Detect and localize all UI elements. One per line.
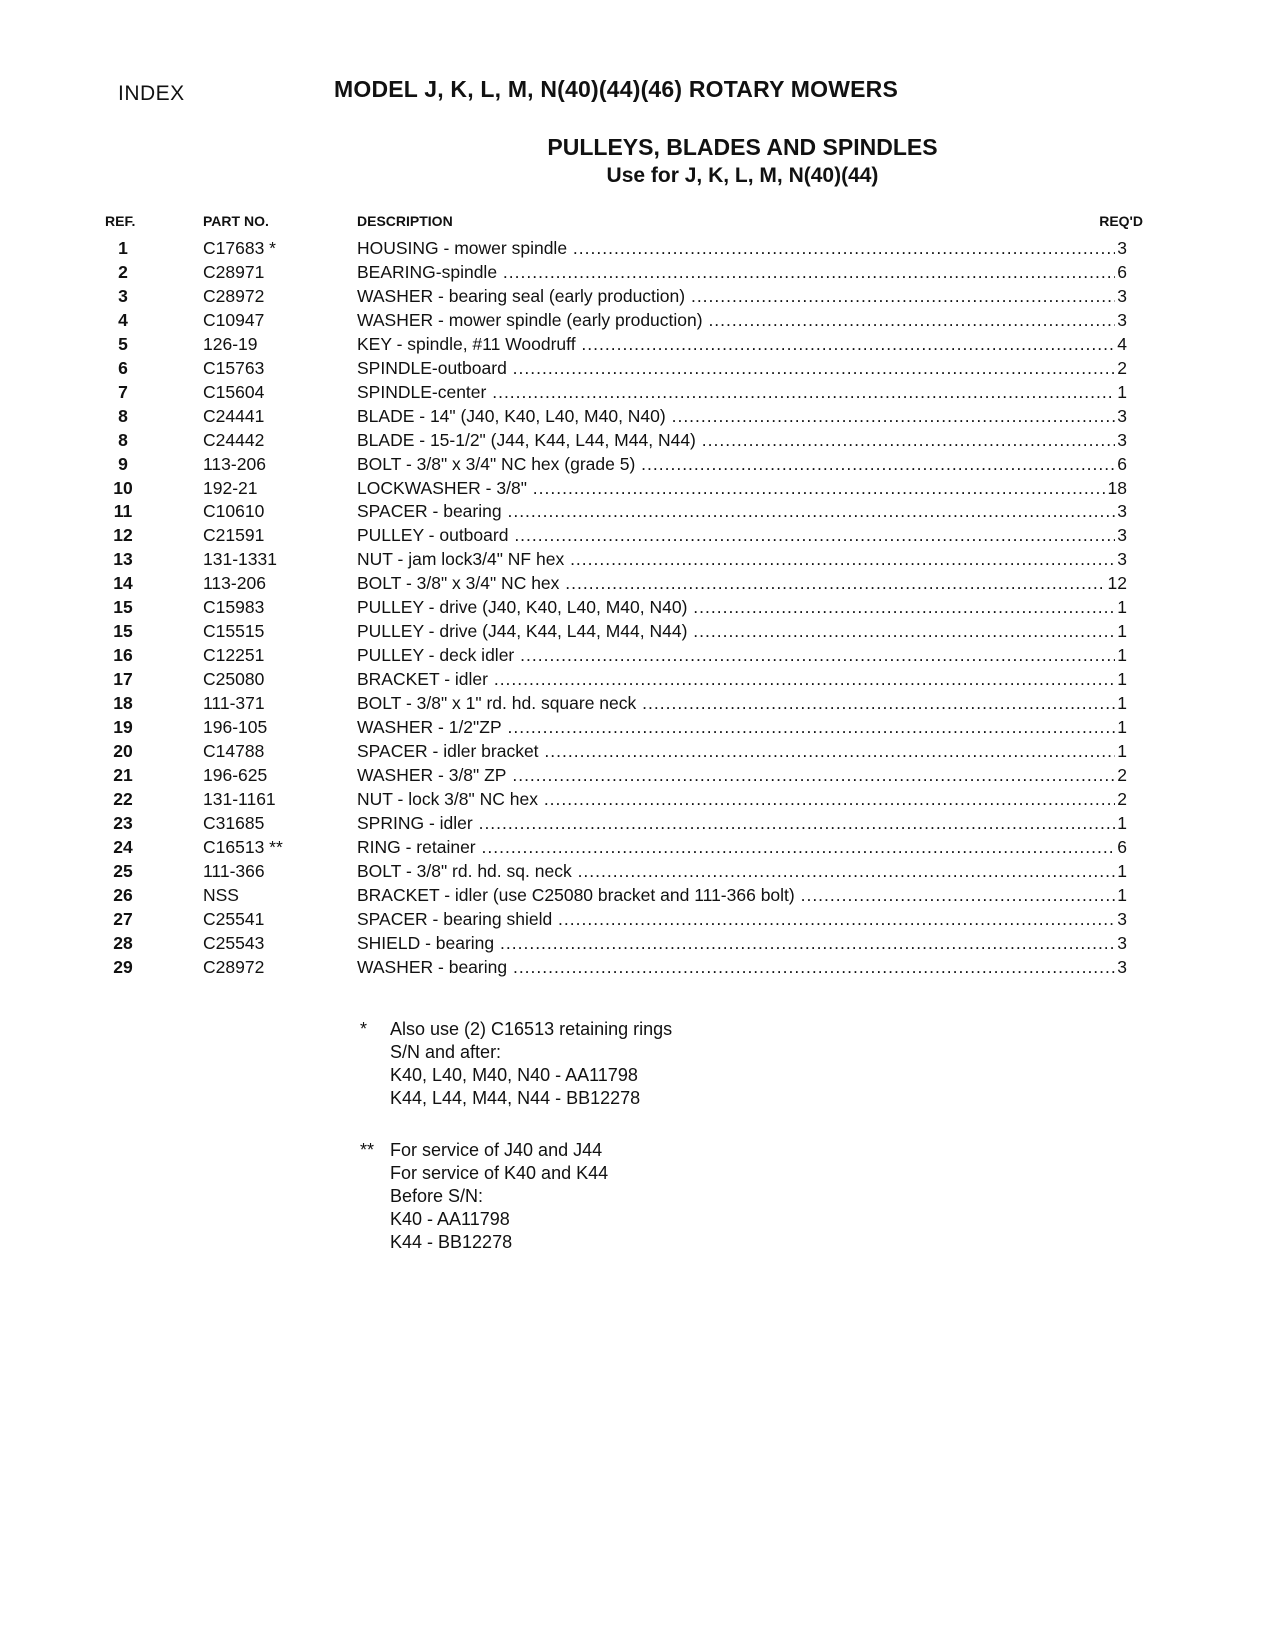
part-no-cell: 192-21 — [203, 477, 258, 498]
table-row — [0, 715, 1280, 739]
description-cell: PULLEY - outboard ..... — [357, 523, 1122, 547]
ref-cell: 14 — [113, 573, 133, 594]
reqd-cell: 3 — [1117, 956, 1127, 977]
part-no-cell: C28972 — [203, 956, 265, 977]
part-no-cell: 126-19 — [203, 333, 258, 354]
description-cell: BEARING-spindle ..... — [357, 260, 1122, 284]
description-cell: SPACER - bearing shield ..... — [357, 907, 1122, 931]
table-row — [0, 452, 1280, 476]
note-line: Also use (2) C16513 retaining rings — [390, 1019, 673, 1039]
description-cell: BOLT - 3/8" x 3/4" NC hex (grade 5) ..... — [357, 452, 1122, 476]
part-no-cell: C21591 — [203, 525, 265, 546]
ref-cell: 15 — [113, 621, 133, 642]
reqd-cell: 3 — [1117, 429, 1127, 450]
part-no-cell: C15515 — [203, 621, 265, 642]
note-line: S/N and after: — [390, 1042, 502, 1062]
part-no-cell: C25543 — [203, 932, 265, 953]
table-row — [0, 595, 1280, 619]
column-header-part-no: PART NO. — [203, 213, 269, 229]
reqd-cell: 6 — [1117, 453, 1127, 474]
part-no-cell: NSS — [203, 884, 239, 905]
ref-cell: 3 — [118, 285, 128, 306]
note-line: For service of K40 and K44 — [390, 1163, 609, 1183]
part-no-cell: C17683 * — [203, 238, 276, 258]
reqd-cell: 1 — [1117, 669, 1127, 690]
description-cell: WASHER - bearing ..... — [357, 955, 1122, 979]
table-row — [0, 284, 1280, 308]
table-row — [0, 667, 1280, 691]
part-no-cell: C15983 — [203, 597, 265, 618]
table-row — [0, 571, 1280, 595]
reqd-cell: 3 — [1117, 285, 1127, 306]
part-no-cell: 196-105 — [203, 717, 268, 737]
table-row — [0, 955, 1280, 979]
note-line: For service of J40 and J44 — [390, 1140, 603, 1160]
part-no-cell: C24441 — [203, 405, 265, 426]
description-cell: PULLEY - drive (J44, K44, L44, M44, N44) ..... — [357, 619, 1122, 643]
description-cell: BOLT - 3/8" x 1" rd. hd. square neck ..... — [357, 691, 1122, 715]
table-row — [0, 739, 1280, 763]
reqd-cell: 18 — [1107, 477, 1127, 498]
description-cell: PULLEY - drive (J40, K40, L40, M40, N40) ..... — [357, 595, 1122, 619]
ref-cell: 27 — [113, 908, 133, 929]
ref-cell: 11 — [113, 501, 133, 522]
table-row — [0, 811, 1280, 835]
part-no-cell: C24442 — [203, 429, 265, 450]
table-row — [0, 883, 1280, 907]
ref-cell: 23 — [113, 812, 133, 833]
reqd-cell: 3 — [1117, 309, 1127, 330]
section-subtitle: Use for J, K, L, M, N(40)(44) — [606, 164, 879, 187]
table-row — [0, 356, 1280, 380]
note-line: K40, L40, M40, N40 - AA11798 — [390, 1065, 638, 1085]
reqd-cell: 3 — [1117, 549, 1127, 570]
ref-cell: 18 — [113, 693, 133, 714]
reqd-cell: 3 — [1117, 238, 1127, 258]
part-no-cell: 131-1161 — [203, 788, 276, 809]
note-mark: * — [360, 1019, 368, 1039]
description-cell: HOUSING - mower spindle ..... — [357, 236, 1122, 260]
column-header-ref: REF. — [105, 213, 136, 229]
part-no-cell: 196-625 — [203, 764, 268, 785]
description-cell: BRACKET - idler (use C25080 bracket and 111-366 bolt) ..... — [357, 883, 1122, 907]
part-no-cell: 113-206 — [203, 453, 266, 474]
table-row — [0, 499, 1280, 523]
reqd-cell: 6 — [1117, 836, 1127, 857]
ref-cell: 7 — [118, 381, 128, 402]
table-row — [0, 404, 1280, 428]
table-row — [0, 380, 1280, 404]
reqd-cell: 1 — [1117, 884, 1127, 905]
reqd-cell: 2 — [1117, 788, 1127, 809]
ref-cell: 24 — [113, 836, 133, 857]
table-row — [0, 236, 1280, 260]
parts-table-header — [0, 213, 1280, 237]
part-no-cell: C10947 — [203, 309, 265, 330]
part-no-cell: C14788 — [203, 740, 265, 761]
reqd-cell: 3 — [1117, 525, 1127, 546]
column-header-reqd: REQ'D — [1099, 213, 1143, 229]
description-cell: SPRING - idler ..... — [357, 811, 1122, 835]
description-cell: SPACER - idler bracket ..... — [357, 739, 1122, 763]
reqd-cell: 1 — [1117, 860, 1127, 881]
description-cell: WASHER - bearing seal (early production) ..... — [357, 284, 1122, 308]
reqd-cell: 2 — [1117, 357, 1127, 378]
reqd-cell: 3 — [1117, 501, 1127, 522]
part-no-cell: C12251 — [203, 645, 265, 666]
note-line: K44 - BB12278 — [390, 1232, 513, 1252]
reqd-cell: 1 — [1117, 693, 1127, 714]
ref-cell: 13 — [113, 549, 133, 570]
table-row — [0, 308, 1280, 332]
part-no-cell: C15763 — [203, 357, 265, 378]
table-row — [0, 859, 1280, 883]
ref-cell: 22 — [113, 788, 133, 809]
ref-cell: 12 — [113, 525, 133, 546]
ref-cell: 21 — [113, 764, 133, 785]
table-row — [0, 523, 1280, 547]
part-no-cell: C15604 — [203, 381, 265, 402]
ref-cell: 8 — [118, 405, 128, 426]
part-no-cell: 131-1331 — [203, 549, 277, 570]
description-cell: KEY - spindle, #11 Woodruff ..... — [357, 332, 1122, 356]
description-cell: LOCKWASHER - 3/8" ..... — [357, 476, 1122, 500]
reqd-cell: 1 — [1117, 597, 1127, 618]
description-cell: PULLEY - deck idler ..... — [357, 643, 1122, 667]
part-no-cell: 113-206 — [203, 573, 266, 594]
ref-cell: 25 — [113, 860, 133, 881]
ref-cell: 8 — [118, 429, 128, 450]
description-cell: SPINDLE-center ..... — [357, 380, 1122, 404]
part-no-cell: C16513 ** — [203, 836, 283, 857]
description-cell: BOLT - 3/8" x 3/4" NC hex ..... — [357, 571, 1122, 595]
description-cell: SPINDLE-outboard ..... — [357, 356, 1122, 380]
table-row — [0, 332, 1280, 356]
ref-cell: 29 — [113, 956, 133, 977]
description-cell: WASHER - 1/2"ZP ..... — [357, 715, 1122, 739]
column-header-description: DESCRIPTION — [357, 213, 453, 229]
reqd-cell: 3 — [1117, 932, 1127, 953]
ref-cell: 2 — [118, 261, 128, 282]
reqd-cell: 4 — [1117, 333, 1127, 354]
description-cell: SHIELD - bearing ..... — [357, 931, 1122, 955]
ref-cell: 20 — [113, 740, 133, 761]
table-row — [0, 643, 1280, 667]
description-cell: BOLT - 3/8" rd. hd. sq. neck ..... — [357, 859, 1122, 883]
table-row — [0, 835, 1280, 859]
ref-cell: 6 — [118, 357, 128, 378]
ref-cell: 16 — [113, 645, 133, 666]
model-title: MODEL J, K, L, M, N(40)(44)(46) ROTARY MOWERS — [334, 76, 899, 102]
table-row — [0, 787, 1280, 811]
description-cell: SPACER - bearing ..... — [357, 499, 1122, 523]
table-row — [0, 260, 1280, 284]
reqd-cell: 3 — [1117, 405, 1127, 426]
table-row — [0, 763, 1280, 787]
description-cell: WASHER - mower spindle (early production) ..... — [357, 308, 1122, 332]
part-no-cell: 111-371 — [203, 693, 265, 714]
description-cell: WASHER - 3/8" ZP ..... — [357, 763, 1122, 787]
description-cell: BLADE - 15-1/2" (J44, K44, L44, M44, N44) ..... — [357, 428, 1122, 452]
reqd-cell: 2 — [1117, 764, 1127, 785]
reqd-cell: 1 — [1117, 812, 1127, 833]
note-mark: ** — [360, 1140, 375, 1160]
reqd-cell: 12 — [1107, 573, 1127, 594]
ref-cell: 1 — [118, 238, 128, 258]
description-cell: NUT - lock 3/8" NC hex ..... — [357, 787, 1122, 811]
reqd-cell: 1 — [1117, 740, 1127, 761]
reqd-cell: 1 — [1117, 381, 1127, 402]
ref-cell: 19 — [113, 717, 133, 737]
description-cell: BLADE - 14" (J40, K40, L40, M40, N40) ..... — [357, 404, 1122, 428]
table-row — [0, 619, 1280, 643]
ref-cell: 28 — [113, 932, 133, 953]
description-cell: NUT - jam lock3/4" NF hex ..... — [357, 547, 1122, 571]
ref-cell: 10 — [113, 477, 133, 498]
reqd-cell: 1 — [1117, 621, 1127, 642]
part-no-cell: 111-366 — [203, 860, 265, 881]
table-row — [0, 428, 1280, 452]
part-no-cell: C28971 — [203, 261, 265, 282]
table-row — [0, 547, 1280, 571]
reqd-cell: 3 — [1117, 908, 1127, 929]
reqd-cell: 1 — [1117, 645, 1127, 666]
note-line: Before S/N: — [390, 1186, 484, 1206]
table-row — [0, 931, 1280, 955]
table-row — [0, 476, 1280, 500]
description-cell: BRACKET - idler ..... — [357, 667, 1122, 691]
ref-cell: 26 — [113, 884, 133, 905]
reqd-cell: 1 — [1117, 717, 1127, 737]
description-cell: RING - retainer ..... — [357, 835, 1122, 859]
ref-cell: 17 — [113, 669, 133, 690]
index-link[interactable]: INDEX — [118, 82, 185, 105]
part-no-cell: C10610 — [203, 501, 265, 522]
part-no-cell: C25080 — [203, 669, 265, 690]
note-line: K40 - AA11798 — [390, 1209, 510, 1229]
table-row — [0, 691, 1280, 715]
ref-cell: 4 — [118, 309, 128, 330]
ref-cell: 15 — [113, 597, 133, 618]
part-no-cell: C25541 — [203, 908, 265, 929]
ref-cell: 5 — [118, 333, 128, 354]
reqd-cell: 6 — [1117, 261, 1127, 282]
note-line: K44, L44, M44, N44 - BB12278 — [390, 1088, 641, 1108]
part-no-cell: C31685 — [203, 812, 265, 833]
ref-cell: 9 — [118, 453, 128, 474]
section-title: PULLEYS, BLADES AND SPINDLES — [547, 134, 938, 160]
part-no-cell: C28972 — [203, 285, 265, 306]
table-row — [0, 907, 1280, 931]
